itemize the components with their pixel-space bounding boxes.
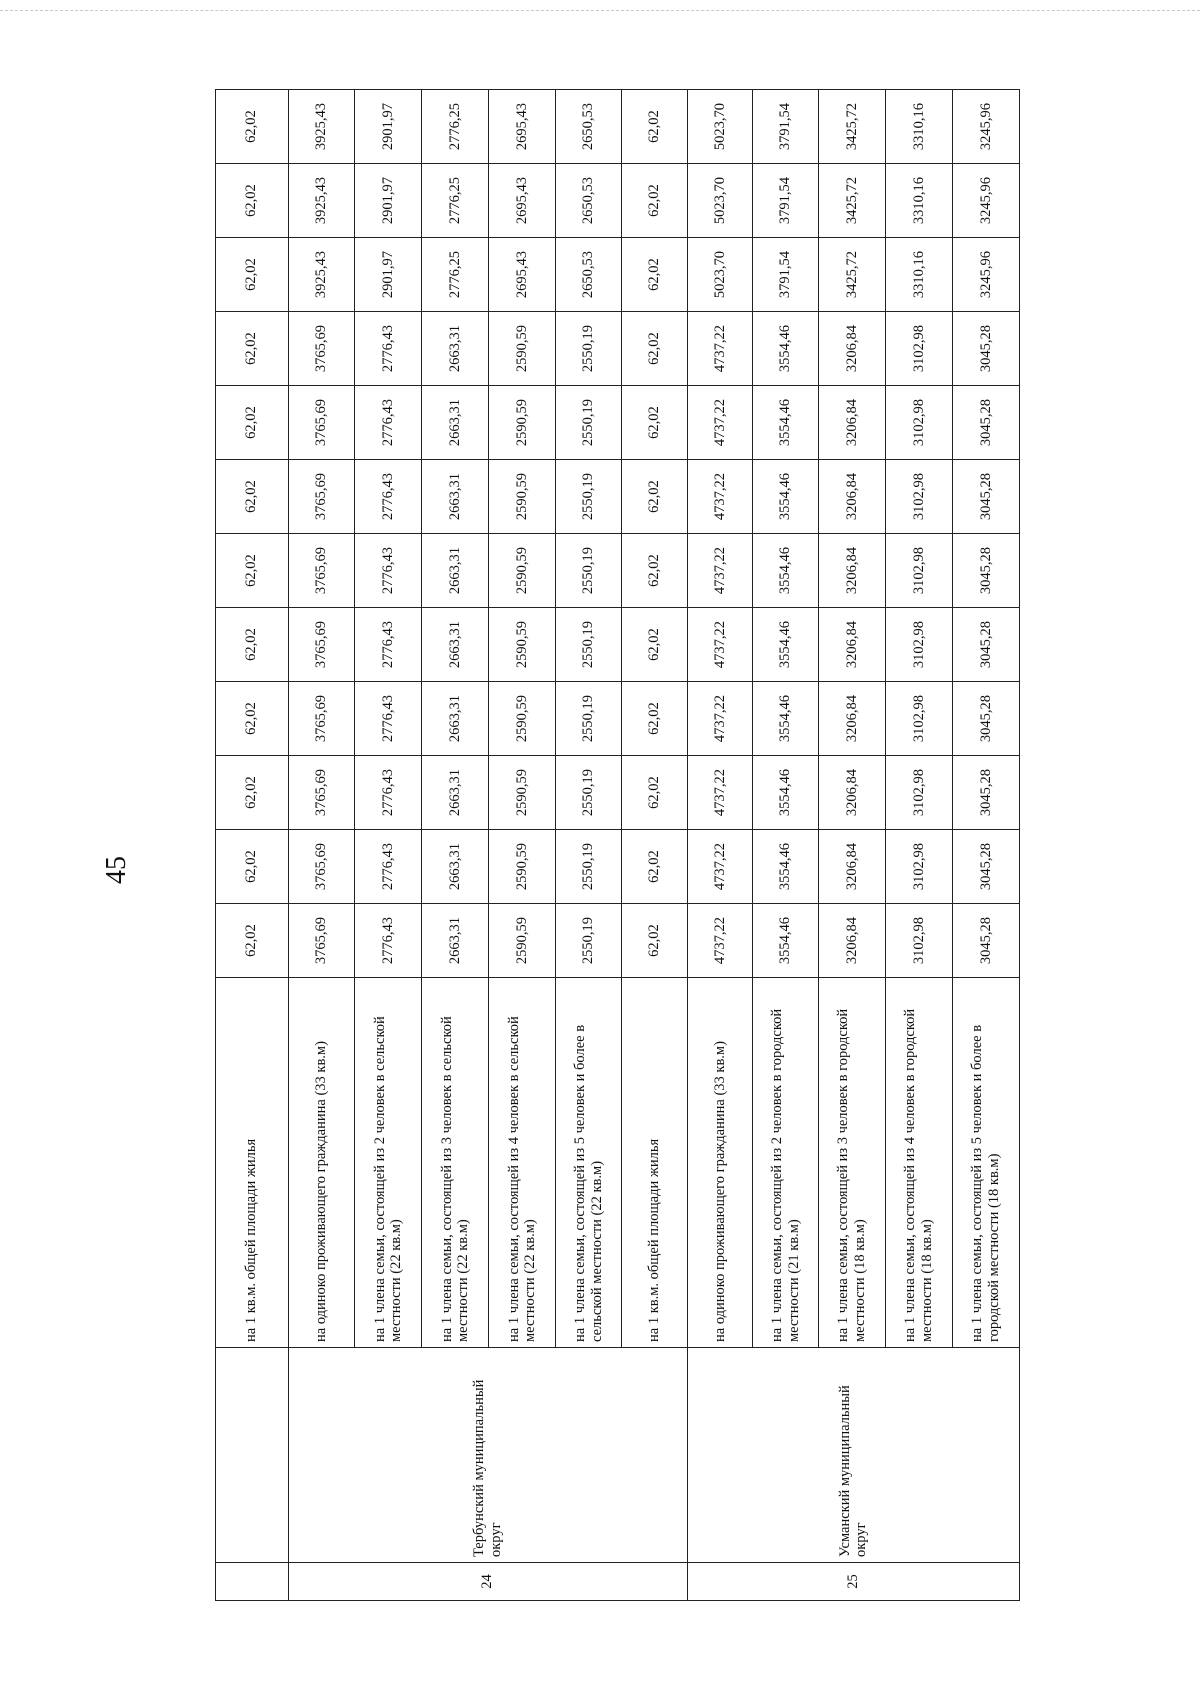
value-cell: 62,02	[216, 830, 289, 904]
value-cell: 3045,28	[952, 386, 1019, 460]
value-cell: 3791,54	[753, 90, 819, 164]
value-cell: 3245,96	[952, 238, 1019, 312]
norm-description-cell: на 1 кв.м. общей площади жилья	[621, 978, 687, 1348]
value-cell: 3554,46	[753, 534, 819, 608]
value-cell: 2776,43	[355, 608, 422, 682]
value-cell: 3206,84	[819, 904, 886, 978]
table-row	[288, 90, 355, 1601]
value-cell: 2550,19	[556, 756, 622, 830]
value-cell: 2550,19	[556, 386, 622, 460]
value-cell: 4737,22	[687, 386, 753, 460]
value-cell: 3925,43	[288, 90, 355, 164]
value-cell: 4737,22	[687, 534, 753, 608]
value-cell: 62,02	[216, 312, 289, 386]
value-cell: 3791,54	[753, 164, 819, 238]
value-cell: 3554,46	[753, 682, 819, 756]
value-cell: 3045,28	[952, 756, 1019, 830]
value-cell: 2776,25	[422, 164, 489, 238]
value-cell: 2650,53	[556, 90, 622, 164]
value-cell: 2590,59	[489, 830, 556, 904]
value-cell: 4737,22	[687, 312, 753, 386]
value-cell: 62,02	[621, 756, 687, 830]
value-cell: 2695,43	[489, 238, 556, 312]
value-cell: 3045,28	[952, 904, 1019, 978]
value-cell: 2663,31	[422, 904, 489, 978]
value-cell: 3425,72	[819, 238, 886, 312]
district-name-cell	[216, 1348, 289, 1563]
value-cell: 3102,98	[886, 830, 953, 904]
value-cell: 3554,46	[753, 460, 819, 534]
value-cell: 2695,43	[489, 164, 556, 238]
value-cell: 3554,46	[753, 386, 819, 460]
value-cell: 3765,69	[288, 460, 355, 534]
norm-description-cell: на 1 члена семьи, состоящей из 2 человек в сельской местности (22 кв.м)	[355, 978, 422, 1348]
value-cell: 2776,43	[355, 756, 422, 830]
value-cell: 2663,31	[422, 460, 489, 534]
value-cell: 2650,53	[556, 164, 622, 238]
value-cell: 2550,19	[556, 830, 622, 904]
value-cell: 3045,28	[952, 534, 1019, 608]
value-cell: 2590,59	[489, 534, 556, 608]
value-cell: 3102,98	[886, 460, 953, 534]
value-cell: 62,02	[216, 386, 289, 460]
value-cell: 3102,98	[886, 386, 953, 460]
value-cell: 2550,19	[556, 534, 622, 608]
value-cell: 3045,28	[952, 608, 1019, 682]
value-cell: 2776,43	[355, 904, 422, 978]
value-cell: 3791,54	[753, 238, 819, 312]
value-cell: 2590,59	[489, 386, 556, 460]
value-cell: 3554,46	[753, 756, 819, 830]
value-cell: 62,02	[621, 312, 687, 386]
value-cell: 2776,25	[422, 90, 489, 164]
value-cell: 3206,84	[819, 756, 886, 830]
district-name-cell: Тербунский муниципальный округ	[288, 1348, 687, 1563]
value-cell: 2663,31	[422, 386, 489, 460]
value-cell: 2663,31	[422, 756, 489, 830]
value-cell: 62,02	[621, 904, 687, 978]
tariff-table	[215, 89, 1020, 1601]
value-cell: 3102,98	[886, 534, 953, 608]
value-cell: 3554,46	[753, 904, 819, 978]
value-cell: 2663,31	[422, 608, 489, 682]
value-cell: 3102,98	[886, 904, 953, 978]
value-cell: 3425,72	[819, 90, 886, 164]
norm-description-cell: на 1 члена семьи, состоящей из 2 человек в городской местности (21 кв.м)	[753, 978, 819, 1348]
value-cell: 3765,69	[288, 830, 355, 904]
value-cell: 3765,69	[288, 312, 355, 386]
value-cell: 3206,84	[819, 312, 886, 386]
value-cell: 2901,97	[355, 90, 422, 164]
scan-edge	[0, 10, 1200, 11]
value-cell: 3765,69	[288, 608, 355, 682]
value-cell: 62,02	[621, 386, 687, 460]
value-cell: 2776,43	[355, 534, 422, 608]
value-cell: 4737,22	[687, 904, 753, 978]
value-cell: 3925,43	[288, 238, 355, 312]
value-cell: 3102,98	[886, 756, 953, 830]
value-cell: 2901,97	[355, 238, 422, 312]
value-cell: 3206,84	[819, 460, 886, 534]
table-body	[216, 90, 1020, 1601]
value-cell: 2550,19	[556, 682, 622, 756]
value-cell: 62,02	[621, 238, 687, 312]
value-cell: 62,02	[216, 460, 289, 534]
row-number-cell: 25	[687, 1563, 1019, 1601]
value-cell: 3206,84	[819, 386, 886, 460]
value-cell: 2550,19	[556, 904, 622, 978]
value-cell: 2776,43	[355, 312, 422, 386]
district-name-cell: Усманский муниципальный округ	[687, 1348, 1019, 1563]
value-cell: 3765,69	[288, 904, 355, 978]
table-row	[216, 90, 289, 1601]
value-cell: 3310,16	[886, 164, 953, 238]
value-cell: 2590,59	[489, 608, 556, 682]
table-row	[687, 90, 753, 1601]
value-cell: 62,02	[621, 682, 687, 756]
norm-description-cell: на одиноко проживающего гражданина (33 кв.м)	[288, 978, 355, 1348]
row-number-cell	[216, 1563, 289, 1601]
norm-description-cell: на одиноко проживающего гражданина (33 кв.м)	[687, 978, 753, 1348]
norm-description-cell: на 1 члена семьи, состоящей из 5 человек и более в сельской местности (22 кв.м)	[556, 978, 622, 1348]
value-cell: 3206,84	[819, 682, 886, 756]
value-cell: 3245,96	[952, 164, 1019, 238]
value-cell: 62,02	[216, 90, 289, 164]
value-cell: 2695,43	[489, 90, 556, 164]
value-cell: 62,02	[621, 830, 687, 904]
value-cell: 62,02	[216, 756, 289, 830]
value-cell: 3245,96	[952, 90, 1019, 164]
value-cell: 2901,97	[355, 164, 422, 238]
value-cell: 3206,84	[819, 608, 886, 682]
row-number-cell: 24	[288, 1563, 687, 1601]
value-cell: 62,02	[621, 164, 687, 238]
value-cell: 3554,46	[753, 830, 819, 904]
value-cell: 2776,43	[355, 682, 422, 756]
value-cell: 4737,22	[687, 460, 753, 534]
value-cell: 2650,53	[556, 238, 622, 312]
value-cell: 2663,31	[422, 312, 489, 386]
norm-description-cell: на 1 члена семьи, состоящей из 3 человек в городской местности (18 кв.м)	[819, 978, 886, 1348]
value-cell: 3425,72	[819, 164, 886, 238]
value-cell: 2550,19	[556, 312, 622, 386]
value-cell: 2776,43	[355, 460, 422, 534]
rotated-page-content	[215, 104, 1020, 1601]
value-cell: 3206,84	[819, 830, 886, 904]
value-cell: 2550,19	[556, 460, 622, 534]
value-cell: 5023,70	[687, 238, 753, 312]
value-cell: 2776,43	[355, 830, 422, 904]
value-cell: 3045,28	[952, 682, 1019, 756]
value-cell: 3765,69	[288, 756, 355, 830]
norm-description-cell: на 1 члена семьи, состоящей из 3 человек в сельской местности (22 кв.м)	[422, 978, 489, 1348]
value-cell: 2776,43	[355, 386, 422, 460]
value-cell: 3045,28	[952, 830, 1019, 904]
value-cell: 3102,98	[886, 608, 953, 682]
value-cell: 2663,31	[422, 830, 489, 904]
value-cell: 3310,16	[886, 238, 953, 312]
value-cell: 62,02	[216, 164, 289, 238]
value-cell: 2663,31	[422, 534, 489, 608]
value-cell: 2590,59	[489, 904, 556, 978]
value-cell: 3102,98	[886, 312, 953, 386]
norm-description-cell: на 1 члена семьи, состоящей из 4 человек в городской местности (18 кв.м)	[886, 978, 953, 1348]
value-cell: 62,02	[216, 682, 289, 756]
value-cell: 2590,59	[489, 312, 556, 386]
value-cell: 62,02	[216, 534, 289, 608]
value-cell: 4737,22	[687, 830, 753, 904]
value-cell: 3102,98	[886, 682, 953, 756]
value-cell: 3765,69	[288, 386, 355, 460]
value-cell: 62,02	[216, 238, 289, 312]
value-cell: 2590,59	[489, 460, 556, 534]
value-cell: 3765,69	[288, 534, 355, 608]
norm-description-cell: на 1 члена семьи, состоящей из 5 человек и более в городской местности (18 кв.м)	[952, 978, 1019, 1348]
value-cell: 4737,22	[687, 756, 753, 830]
value-cell: 2663,31	[422, 682, 489, 756]
value-cell: 5023,70	[687, 164, 753, 238]
value-cell: 62,02	[621, 534, 687, 608]
value-cell: 3310,16	[886, 90, 953, 164]
value-cell: 62,02	[216, 904, 289, 978]
norm-description-cell: на 1 кв.м. общей площади жилья	[216, 978, 289, 1348]
value-cell: 2590,59	[489, 756, 556, 830]
value-cell: 5023,70	[687, 90, 753, 164]
value-cell: 62,02	[621, 460, 687, 534]
value-cell: 4737,22	[687, 608, 753, 682]
value-cell: 2776,25	[422, 238, 489, 312]
value-cell: 3045,28	[952, 460, 1019, 534]
value-cell: 4737,22	[687, 682, 753, 756]
value-cell: 3554,46	[753, 608, 819, 682]
value-cell: 3206,84	[819, 534, 886, 608]
page-number: 45	[101, 856, 132, 884]
value-cell: 2550,19	[556, 608, 622, 682]
value-cell: 3554,46	[753, 312, 819, 386]
value-cell: 3765,69	[288, 682, 355, 756]
value-cell: 3045,28	[952, 312, 1019, 386]
value-cell: 2590,59	[489, 682, 556, 756]
value-cell: 3925,43	[288, 164, 355, 238]
norm-description-cell: на 1 члена семьи, состоящей из 4 человек в сельской местности (22 кв.м)	[489, 978, 556, 1348]
value-cell: 62,02	[216, 608, 289, 682]
value-cell: 62,02	[621, 90, 687, 164]
value-cell: 62,02	[621, 608, 687, 682]
